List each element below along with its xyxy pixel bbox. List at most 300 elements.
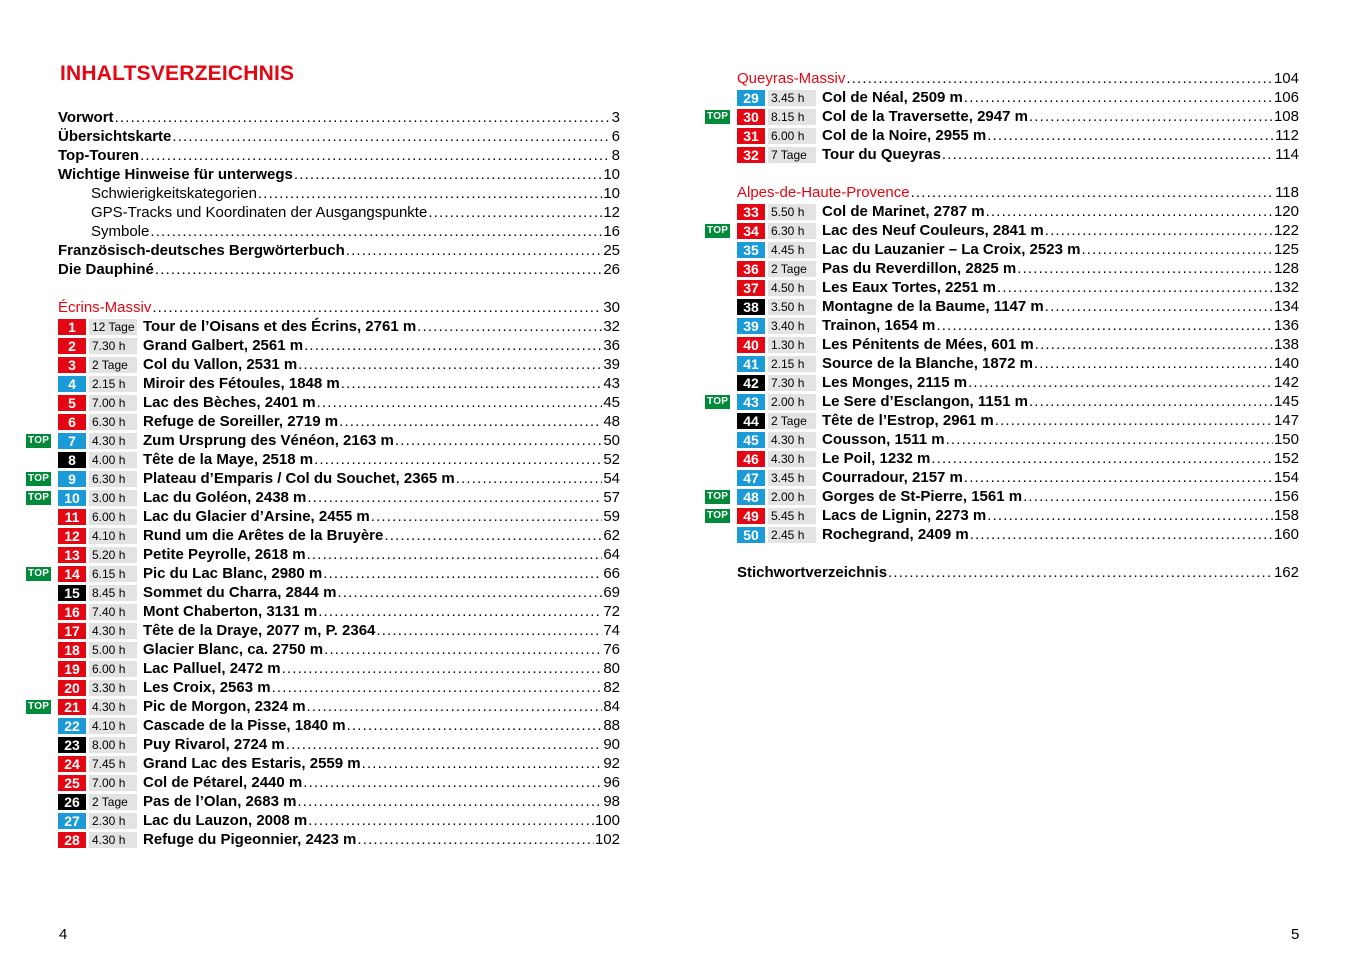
tour-name: Trainon, 1654 m: [822, 317, 936, 334]
top-badge: TOP: [28, 567, 50, 579]
tour-name: Tour de l’Oisans et des Écrins, 2761 m: [143, 318, 417, 335]
dot-leader: [946, 431, 1273, 448]
tour-name: Zum Ursprung des Vénéon, 2163 m: [143, 432, 394, 449]
tour-entry[interactable]: [705, 145, 1299, 164]
tour-entry[interactable]: [26, 469, 620, 488]
page-ref: 39: [603, 356, 620, 373]
dot-leader: [155, 261, 602, 278]
tour-name: Miroir des Fétoules, 1848 m: [143, 375, 340, 392]
page-ref: 57: [603, 489, 620, 506]
top-badge-slot: [705, 224, 737, 238]
tour-entry[interactable]: [26, 488, 620, 507]
tour-duration: 4.50 h: [768, 280, 816, 296]
tour-name: Lacs de Lignin, 2273 m: [822, 507, 987, 524]
tour-number-badge: 42: [737, 375, 765, 391]
tour-number-badge: 40: [737, 337, 765, 353]
dot-leader: [314, 451, 602, 468]
tour-entry[interactable]: [705, 449, 1299, 468]
tour-name: Refuge de Soreiller, 2719 m: [143, 413, 339, 430]
tour-name: Tête de la Maye, 2518 m: [143, 451, 314, 468]
tour-entry[interactable]: [26, 317, 620, 336]
tour-entry[interactable]: [705, 259, 1299, 278]
dot-leader: [986, 203, 1273, 220]
tour-entry[interactable]: [705, 487, 1299, 506]
toc-entry[interactable]: [26, 108, 620, 127]
tour-name: Cousson, 1511 m: [822, 431, 945, 448]
dot-leader: [294, 166, 602, 183]
page-ref: 82: [603, 679, 620, 696]
tour-number-badge: 25: [58, 775, 86, 791]
top-badge-slot: [705, 395, 737, 409]
top-badge-slot: [26, 700, 58, 714]
tour-duration: 7.00 h: [89, 775, 137, 791]
dot-leader: [384, 527, 602, 544]
tour-duration: 12 Tage: [89, 319, 137, 335]
dot-leader: [346, 242, 603, 259]
tour-name: Tête de l’Estrop, 2961 m: [822, 412, 994, 429]
toc-entry[interactable]: [26, 222, 620, 241]
dot-leader: [347, 717, 603, 734]
toc-entry[interactable]: [26, 146, 620, 165]
toc-entry[interactable]: [705, 563, 1299, 582]
tour-number-badge: 46: [737, 451, 765, 467]
dot-leader: [987, 127, 1274, 144]
page-ref: 6: [611, 128, 620, 145]
tour-name: Courradour, 2157 m: [822, 469, 963, 486]
page-ref: 30: [603, 299, 620, 316]
page-ref: 36: [603, 337, 620, 354]
tour-name: Pas du Reverdillon, 2825 m: [822, 260, 1017, 277]
dot-leader: [1029, 108, 1273, 125]
page-ref: 54: [603, 470, 620, 487]
page-ref: 90: [603, 736, 620, 753]
dot-leader: [964, 89, 1273, 106]
page-ref: 112: [1275, 127, 1299, 144]
toc-list-right: [705, 69, 1299, 582]
tour-duration: 3.30 h: [89, 680, 137, 696]
dot-leader: [846, 70, 1273, 87]
tour-entry[interactable]: [26, 830, 620, 849]
tour-duration: 1.30 h: [768, 337, 816, 353]
page-ref: 125: [1273, 241, 1299, 258]
toc-entry[interactable]: [26, 165, 620, 184]
tour-name: Col de Pétarel, 2440 m: [143, 774, 303, 791]
toc-entry-label: Übersichtskarte: [58, 128, 172, 145]
page-ref: 102: [594, 831, 620, 848]
tour-duration: 8.00 h: [89, 737, 137, 753]
page-ref: 80: [603, 660, 620, 677]
tour-name: Source de la Blanche, 1872 m: [822, 355, 1033, 372]
tour-name: Mont Chaberton, 3131 m: [143, 603, 318, 620]
tour-number-badge: 49: [737, 508, 765, 524]
tour-duration: 3.50 h: [768, 299, 816, 315]
dot-leader: [376, 622, 602, 639]
tour-name: Tour du Queyras: [822, 146, 941, 163]
tour-entry[interactable]: [705, 354, 1299, 373]
tour-number-badge: 33: [737, 204, 765, 220]
dot-leader: [115, 109, 611, 126]
tour-duration: 4.30 h: [89, 433, 137, 449]
tour-duration: 2 Tage: [768, 413, 816, 429]
tour-name: Col du Vallon, 2531 m: [143, 356, 298, 373]
tour-number-badge: 9: [58, 471, 86, 487]
dot-leader: [298, 356, 602, 373]
tour-entry[interactable]: [705, 392, 1299, 411]
tour-entry[interactable]: [26, 393, 620, 412]
tour-entry[interactable]: [705, 335, 1299, 354]
page-ref: 132: [1273, 279, 1299, 296]
page-ref: 147: [1273, 412, 1299, 429]
tour-number-badge: 48: [737, 489, 765, 505]
dot-leader: [1034, 355, 1273, 372]
top-badge-slot: [26, 434, 58, 448]
toc-entry[interactable]: [26, 127, 620, 146]
tour-entry[interactable]: [26, 374, 620, 393]
tour-name: Le Poil, 1232 m: [822, 450, 931, 467]
tour-duration: 2 Tage: [89, 357, 137, 373]
page-ref: 162: [1273, 564, 1299, 581]
tour-duration: 5.20 h: [89, 547, 137, 563]
dot-leader: [371, 508, 603, 525]
page-ref: 76: [603, 641, 620, 658]
page-ref: 25: [603, 242, 620, 259]
tour-duration: 7 Tage: [768, 147, 816, 163]
tour-number-badge: 37: [737, 280, 765, 296]
tour-entry[interactable]: [26, 659, 620, 678]
toc-entry-label: Vorwort: [58, 109, 114, 126]
tour-entry[interactable]: [705, 411, 1299, 430]
dot-leader: [308, 812, 594, 829]
tour-entry[interactable]: [705, 468, 1299, 487]
tour-name: Rund um die Arêtes de la Bruyère: [143, 527, 384, 544]
tour-entry[interactable]: [26, 431, 620, 450]
page-ref: 45: [603, 394, 620, 411]
tour-name: Rochegrand, 2409 m: [822, 526, 969, 543]
tour-name: Pas de l’Olan, 2683 m: [143, 793, 297, 810]
tour-name: Les Monges, 2115 m: [822, 374, 968, 391]
tour-number-badge: 16: [58, 604, 86, 620]
tour-name: Refuge du Pigeonnier, 2423 m: [143, 831, 357, 848]
tour-name: Lac du Glacier d’Arsine, 2455 m: [143, 508, 370, 525]
tour-number-badge: 10: [58, 490, 86, 506]
toc-entry[interactable]: [26, 203, 620, 222]
tour-duration: 3.40 h: [768, 318, 816, 334]
tour-entry[interactable]: [705, 430, 1299, 449]
page-ref: 96: [603, 774, 620, 791]
dot-leader: [150, 223, 602, 240]
tour-duration: 4.30 h: [768, 432, 816, 448]
toc-entry[interactable]: [26, 260, 620, 279]
top-badge-slot: [26, 491, 58, 505]
tour-duration: 2.00 h: [768, 394, 816, 410]
section-heading[interactable]: [705, 69, 1299, 88]
tour-number-badge: 6: [58, 414, 86, 430]
tour-name: Lac Palluel, 2472 m: [143, 660, 281, 677]
toc-entry-label: Top-Touren: [58, 147, 140, 164]
spacer: [705, 164, 1299, 183]
page-ref: 74: [603, 622, 620, 639]
tour-number-badge: 39: [737, 318, 765, 334]
tour-duration: 6.00 h: [768, 128, 816, 144]
toc-entry[interactable]: [26, 241, 620, 260]
page-ref: 16: [603, 223, 620, 240]
dot-leader: [997, 279, 1273, 296]
tour-entry[interactable]: [26, 754, 620, 773]
tour-entry[interactable]: [26, 811, 620, 830]
page-ref: 108: [1273, 108, 1299, 125]
tour-number-badge: 13: [58, 547, 86, 563]
tour-entry[interactable]: [26, 640, 620, 659]
tour-entry[interactable]: [705, 278, 1299, 297]
page-number-left: 4: [59, 926, 68, 943]
dot-leader: [931, 450, 1273, 467]
tour-number-badge: 19: [58, 661, 86, 677]
tour-number-badge: 20: [58, 680, 86, 696]
tour-entry[interactable]: [26, 336, 620, 355]
tour-entry[interactable]: [26, 678, 620, 697]
top-badge-slot: [26, 472, 58, 486]
toc-entry[interactable]: [26, 184, 620, 203]
tour-number-badge: 30: [737, 109, 765, 125]
tour-duration: 2.00 h: [768, 489, 816, 505]
tour-duration: 4.10 h: [89, 718, 137, 734]
page-ref: 52: [603, 451, 620, 468]
tour-duration: 4.45 h: [768, 242, 816, 258]
tour-entry[interactable]: [705, 240, 1299, 259]
dot-leader: [318, 603, 602, 620]
tour-number-badge: 21: [58, 699, 86, 715]
tour-number-badge: 45: [737, 432, 765, 448]
dot-leader: [968, 374, 1273, 391]
tour-duration: 2 Tage: [768, 261, 816, 277]
tour-name: Lac des Bèches, 2401 m: [143, 394, 316, 411]
top-badge: TOP: [707, 395, 729, 407]
tour-entry[interactable]: [705, 202, 1299, 221]
tour-duration: 6.00 h: [89, 661, 137, 677]
section-heading-label: Queyras-Massiv: [737, 70, 846, 87]
dot-leader: [417, 318, 602, 335]
tour-number-badge: 3: [58, 357, 86, 373]
dot-leader: [911, 184, 1274, 201]
dot-leader: [395, 432, 602, 449]
dot-leader: [172, 128, 610, 145]
tour-name: Montagne de la Baume, 1147 m: [822, 298, 1044, 315]
tour-entry[interactable]: [705, 126, 1299, 145]
page-ref: 12: [603, 204, 620, 221]
page-ref: 160: [1273, 526, 1299, 543]
tour-name: Gorges de St-Pierre, 1561 m: [822, 488, 1023, 505]
tour-number-badge: 41: [737, 356, 765, 372]
page-ref: 142: [1273, 374, 1299, 391]
dot-leader: [964, 469, 1273, 486]
tour-entry[interactable]: [705, 316, 1299, 335]
tour-duration: 4.30 h: [89, 623, 137, 639]
tour-duration: 6.30 h: [89, 414, 137, 430]
dot-leader: [307, 546, 603, 563]
tour-duration: 7.30 h: [89, 338, 137, 354]
tour-entry[interactable]: [705, 373, 1299, 392]
tour-number-badge: 35: [737, 242, 765, 258]
page-ref: 156: [1273, 488, 1299, 505]
tour-name: Les Pénitents de Mées, 601 m: [822, 336, 1034, 353]
page-ref: 145: [1273, 393, 1299, 410]
dot-leader: [970, 526, 1273, 543]
tour-duration: 2.45 h: [768, 527, 816, 543]
toc-entry-label: Französisch-deutsches Bergwörterbuch: [58, 242, 345, 259]
tour-name: Les Croix, 2563 m: [143, 679, 271, 696]
page-ref: 48: [603, 413, 620, 430]
tour-duration: 5.45 h: [768, 508, 816, 524]
page-ref: 136: [1273, 317, 1299, 334]
tour-name: Col de Néal, 2509 m: [822, 89, 963, 106]
tour-name: Plateau d’Emparis / Col du Souchet, 2365 m: [143, 470, 455, 487]
tour-number-badge: 8: [58, 452, 86, 468]
tour-duration: 6.15 h: [89, 566, 137, 582]
tour-duration: 3.45 h: [768, 90, 816, 106]
tour-entry[interactable]: [26, 602, 620, 621]
tour-number-badge: 24: [58, 756, 86, 772]
tour-number-badge: 47: [737, 470, 765, 486]
toc-entry-label: Schwierigkeitskategorien: [91, 185, 257, 202]
tour-number-badge: 23: [58, 737, 86, 753]
tour-name: Lac des Neuf Couleurs, 2841 m: [822, 222, 1044, 239]
tour-entry[interactable]: [26, 697, 620, 716]
tour-entry[interactable]: [26, 716, 620, 735]
page-ref: 138: [1273, 336, 1299, 353]
tour-entry[interactable]: [26, 583, 620, 602]
tour-duration: 5.00 h: [89, 642, 137, 658]
page-ref: 100: [594, 812, 620, 829]
tour-number-badge: 43: [737, 394, 765, 410]
tour-entry[interactable]: [26, 545, 620, 564]
tour-entry[interactable]: [26, 564, 620, 583]
tour-number-badge: 12: [58, 528, 86, 544]
dot-leader: [1023, 488, 1273, 505]
tour-entry[interactable]: [26, 507, 620, 526]
top-badge: TOP: [28, 434, 50, 446]
page-ref: 128: [1273, 260, 1299, 277]
tour-entry[interactable]: [26, 355, 620, 374]
dot-leader: [1045, 298, 1273, 315]
dot-leader: [304, 337, 602, 354]
page-ref: 150: [1273, 431, 1299, 448]
top-badge: TOP: [707, 224, 729, 236]
toc-entry-label: GPS-Tracks und Koordinaten der Ausgangspunkte: [91, 204, 428, 221]
tour-number-badge: 32: [737, 147, 765, 163]
tour-entry[interactable]: [26, 792, 620, 811]
dot-leader: [307, 698, 603, 715]
tour-duration: 7.30 h: [768, 375, 816, 391]
page-ref: 10: [603, 185, 620, 202]
dot-leader: [362, 755, 603, 772]
tour-name: Pic du Lac Blanc, 2980 m: [143, 565, 323, 582]
top-badge: TOP: [707, 110, 729, 122]
top-badge: TOP: [28, 472, 50, 484]
tour-number-badge: 38: [737, 299, 765, 315]
tour-name: Col de la Noire, 2955 m: [822, 127, 987, 144]
top-badge-slot: [26, 567, 58, 581]
section-heading-label: Alpes-de-Haute-Provence: [737, 184, 910, 201]
tour-number-badge: 29: [737, 90, 765, 106]
page-title: INHALTSVERZEICHNIS: [60, 62, 295, 85]
tour-duration: 3.45 h: [768, 470, 816, 486]
tour-entry[interactable]: [26, 412, 620, 431]
top-badge-slot: [705, 490, 737, 504]
tour-duration: 2.30 h: [89, 813, 137, 829]
tour-entry[interactable]: [705, 506, 1299, 525]
tour-name: Glacier Blanc, ca. 2750 m: [143, 641, 324, 658]
tour-name: Tête de la Draye, 2077 m, P. 2364: [143, 622, 376, 639]
page-ref: 114: [1275, 146, 1299, 163]
page-ref: 43: [603, 375, 620, 392]
tour-duration: 4.00 h: [89, 452, 137, 468]
tour-entry[interactable]: [26, 450, 620, 469]
tour-name: Petite Peyrolle, 2618 m: [143, 546, 306, 563]
top-badge-slot: [705, 509, 737, 523]
section-heading[interactable]: [26, 298, 620, 317]
dot-leader: [1045, 222, 1273, 239]
tour-duration: 4.30 h: [89, 832, 137, 848]
tour-duration: 7.00 h: [89, 395, 137, 411]
dot-leader: [297, 793, 602, 810]
tour-duration: 8.45 h: [89, 585, 137, 601]
tour-number-badge: 11: [58, 509, 86, 525]
dot-leader: [323, 565, 602, 582]
toc-list-left: [26, 108, 620, 849]
tour-number-badge: 17: [58, 623, 86, 639]
tour-entry[interactable]: [705, 221, 1299, 240]
dot-leader: [936, 317, 1273, 334]
tour-duration: 2 Tage: [89, 794, 137, 810]
tour-name: Col de la Traversette, 2947 m: [822, 108, 1028, 125]
page-ref: 26: [603, 261, 620, 278]
tour-entry[interactable]: [26, 735, 620, 754]
tour-number-badge: 44: [737, 413, 765, 429]
tour-entry[interactable]: [26, 773, 620, 792]
toc-entry-label: Wichtige Hinweise für unterwegs: [58, 166, 293, 183]
dot-leader: [456, 470, 603, 487]
toc-entry-label: Stichwortverzeichnis: [737, 564, 888, 581]
tour-number-badge: 26: [58, 794, 86, 810]
tour-number-badge: 14: [58, 566, 86, 582]
tour-entry[interactable]: [26, 526, 620, 545]
tour-duration: 2.15 h: [768, 356, 816, 372]
tour-name: Lac du Lauzanier – La Croix, 2523 m: [822, 241, 1081, 258]
page-number-right: 5: [1291, 926, 1300, 943]
tour-duration: 4.10 h: [89, 528, 137, 544]
tour-name: Cascade de la Pisse, 1840 m: [143, 717, 346, 734]
tour-entry[interactable]: [705, 88, 1299, 107]
tour-entry[interactable]: [26, 621, 620, 640]
tour-number-badge: 15: [58, 585, 86, 601]
tour-number-badge: 5: [58, 395, 86, 411]
dot-leader: [152, 299, 602, 316]
tour-number-badge: 2: [58, 338, 86, 354]
toc-entry-label: Symbole: [91, 223, 150, 240]
dot-leader: [282, 660, 603, 677]
tour-entry[interactable]: [705, 107, 1299, 126]
tour-entry[interactable]: [705, 297, 1299, 316]
section-heading-label: Écrins-Massiv: [58, 299, 152, 316]
dot-leader: [339, 413, 602, 430]
tour-entry[interactable]: [705, 525, 1299, 544]
dot-leader: [272, 679, 603, 696]
dot-leader: [1035, 336, 1273, 353]
section-heading[interactable]: [705, 183, 1299, 202]
tour-duration: 7.45 h: [89, 756, 137, 772]
tour-duration: 6.30 h: [768, 223, 816, 239]
top-badge: TOP: [28, 491, 50, 503]
